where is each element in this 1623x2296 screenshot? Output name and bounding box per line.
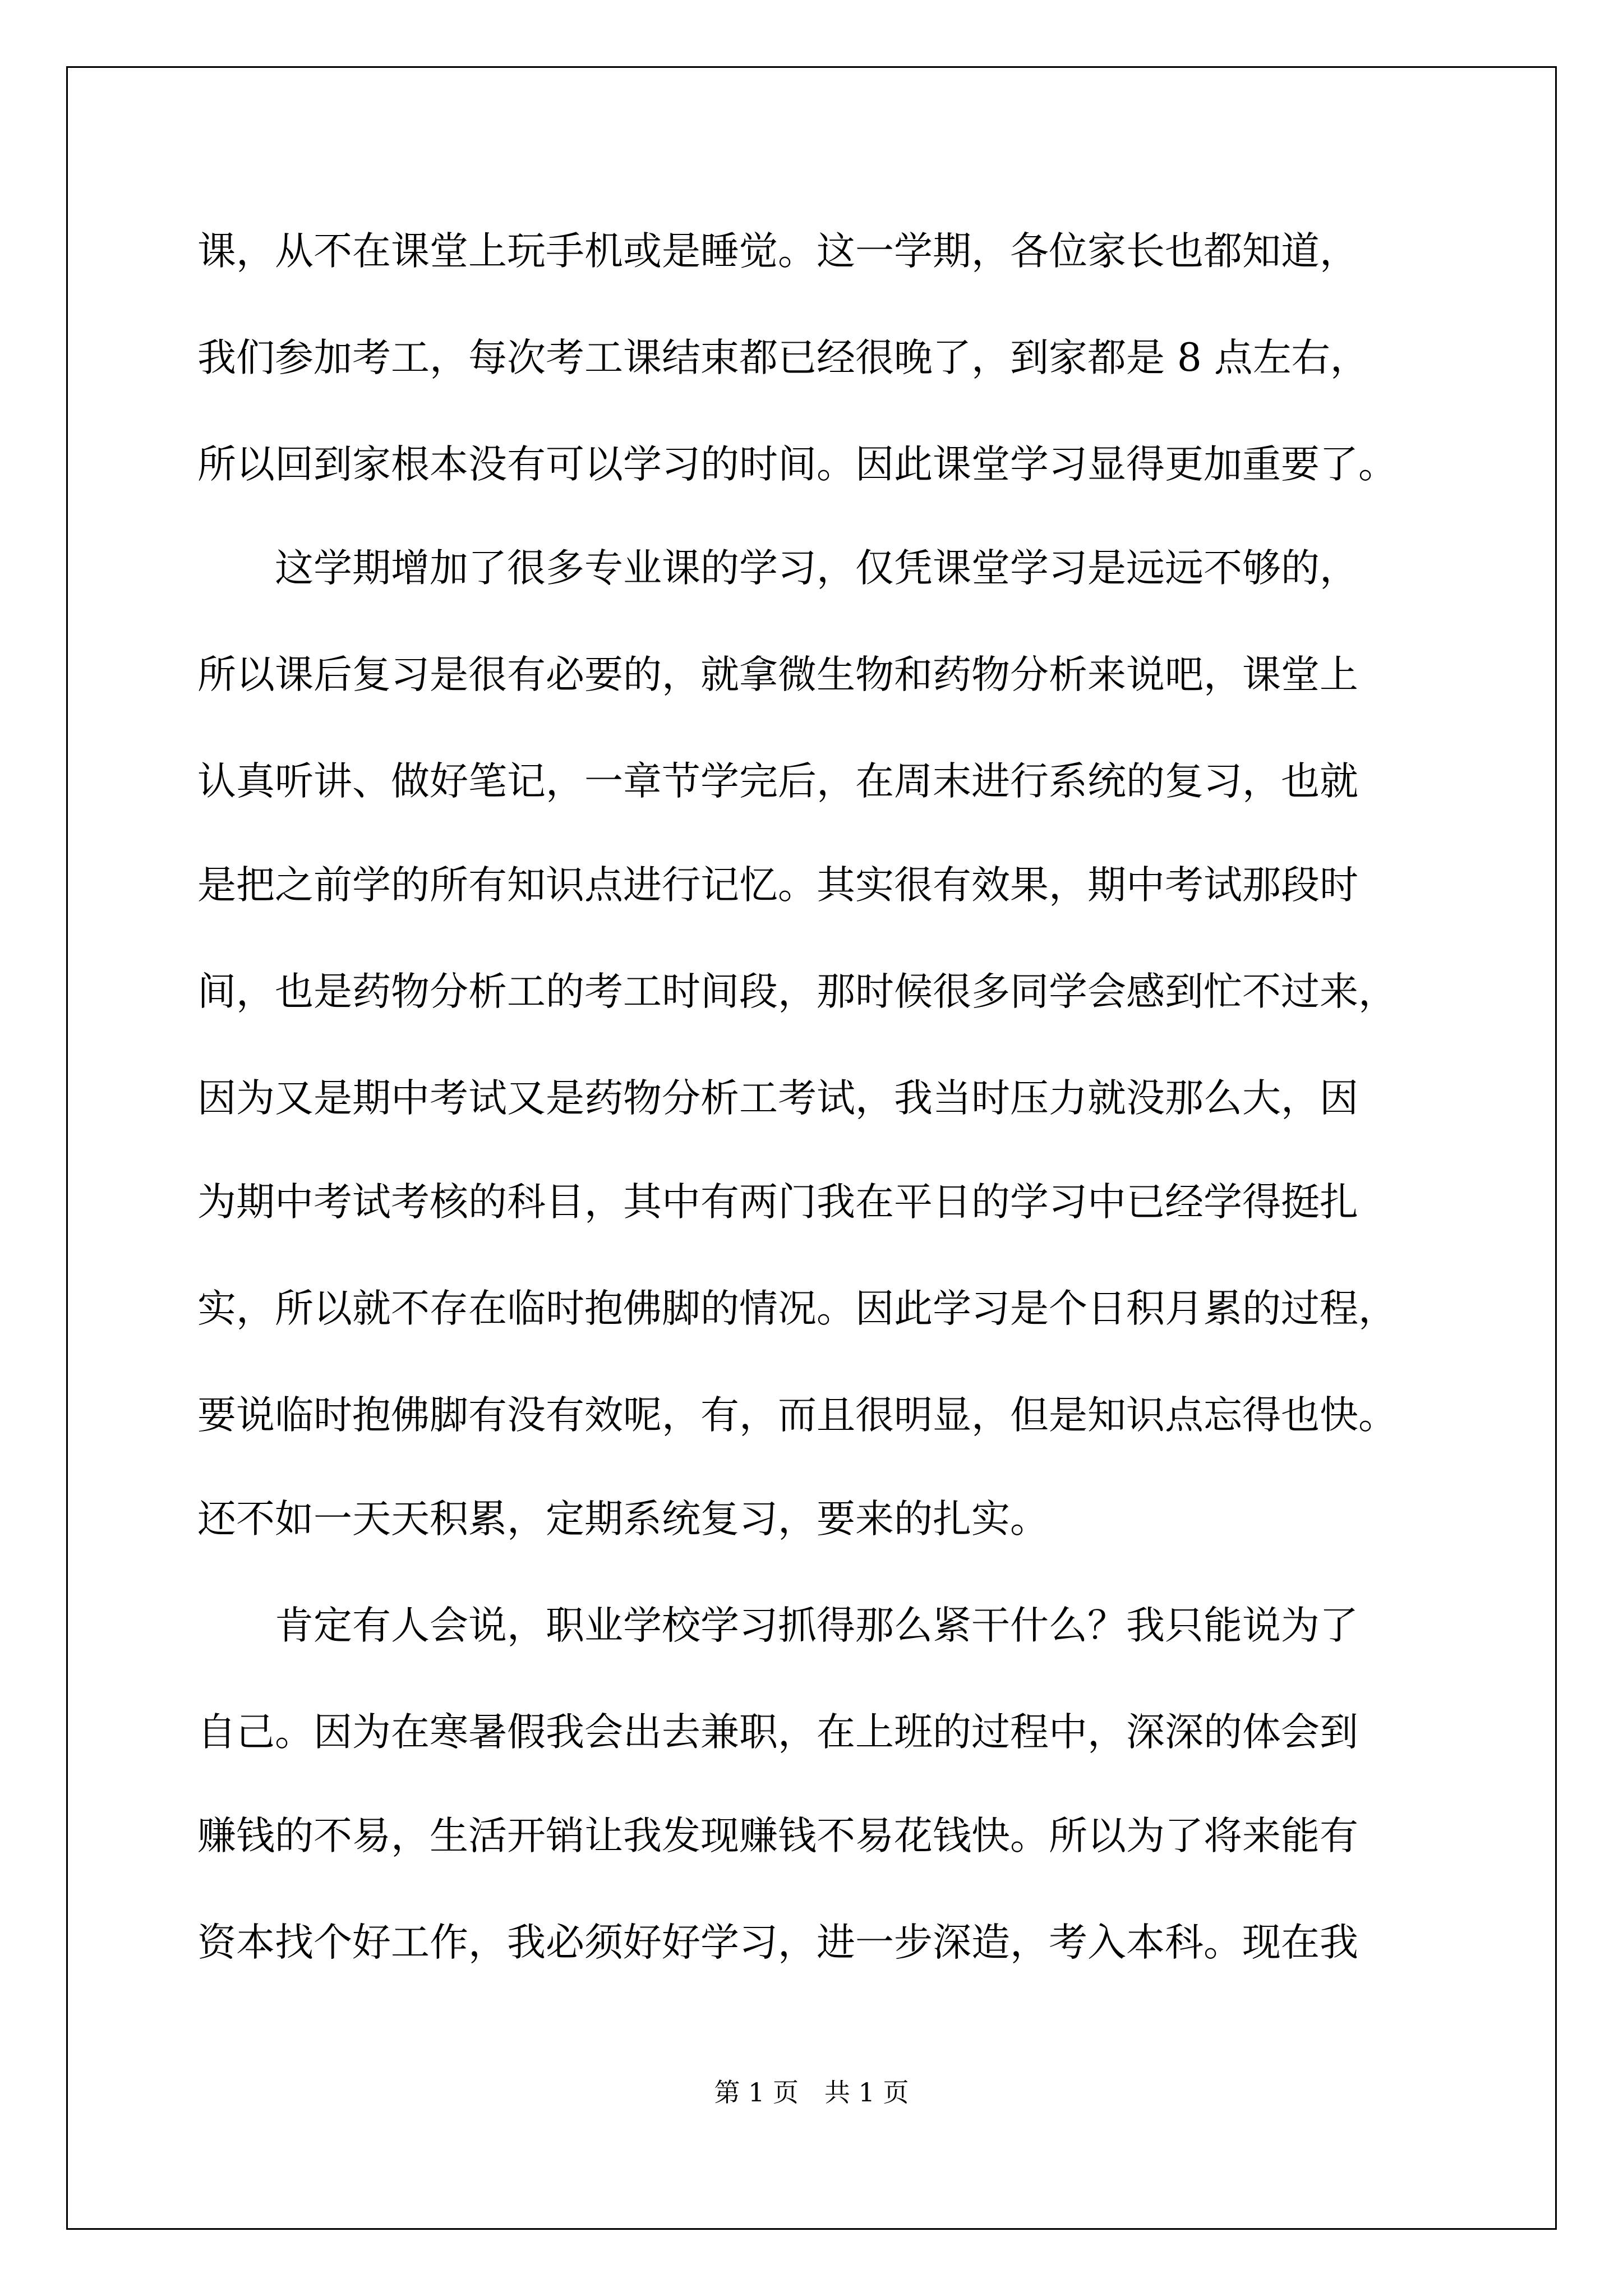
text-line: 要说临时抱佛脚有没有效呢，有，而且很明显，但是知识点忘得也快。 xyxy=(197,1393,1397,1438)
text-line: 为期中考试考核的科目，其中有两门我在平日的学习中已经学得挺扎 xyxy=(197,1180,1358,1225)
text-line: 资本找个好工作，我必须好好学习，进一步深造，考入本科。现在我 xyxy=(197,1920,1358,1965)
text-line: 是把之前学的所有知识点进行记忆。其实很有效果，期中考试那段时 xyxy=(197,863,1358,908)
text-line: 还不如一天天积累，定期系统复习，要来的扎实。 xyxy=(197,1497,1049,1542)
text-line: 认真听讲、做好笔记，一章节学完后，在周末进行系统的复习，也就 xyxy=(197,759,1358,804)
text-line: 我们参加考工，每次考工课结束都已经很晚了，到家都是 8 点左右， xyxy=(197,335,1369,380)
text-line: 课，从不在课堂上玩手机或是睡觉。这一学期，各位家长也都知道， xyxy=(197,229,1358,274)
text-line: 实，所以就不存在临时抱佛脚的情况。因此学习是个日积月累的过程， xyxy=(197,1286,1397,1331)
page-border xyxy=(66,66,1557,2230)
text-line: 肯定有人会说，职业学校学习抓得那么紧干什么？我只能说为了 xyxy=(197,1603,1358,1648)
text-line: 所以回到家根本没有可以学习的时间。因此课堂学习显得更加重要了。 xyxy=(197,442,1397,487)
text-line: 所以课后复习是很有必要的，就拿微生物和药物分析来说吧，课堂上 xyxy=(197,652,1358,697)
text-line: 因为又是期中考试又是药物分析工考试，我当时压力就没那么大，因 xyxy=(197,1076,1358,1121)
text-line: 自己。因为在寒暑假我会出去兼职，在上班的过程中，深深的体会到 xyxy=(197,1710,1358,1755)
text-line: 这学期增加了很多专业课的学习，仅凭课堂学习是远远不够的， xyxy=(197,546,1358,591)
page-number-footer: 第 1 页 共 1 页 xyxy=(714,2077,909,2108)
text-line: 间，也是药物分析工的考工时间段，那时候很多同学会感到忙不过来， xyxy=(197,969,1397,1014)
text-line: 赚钱的不易，生活开销让我发现赚钱不易花钱快。所以为了将来能有 xyxy=(197,1814,1358,1858)
